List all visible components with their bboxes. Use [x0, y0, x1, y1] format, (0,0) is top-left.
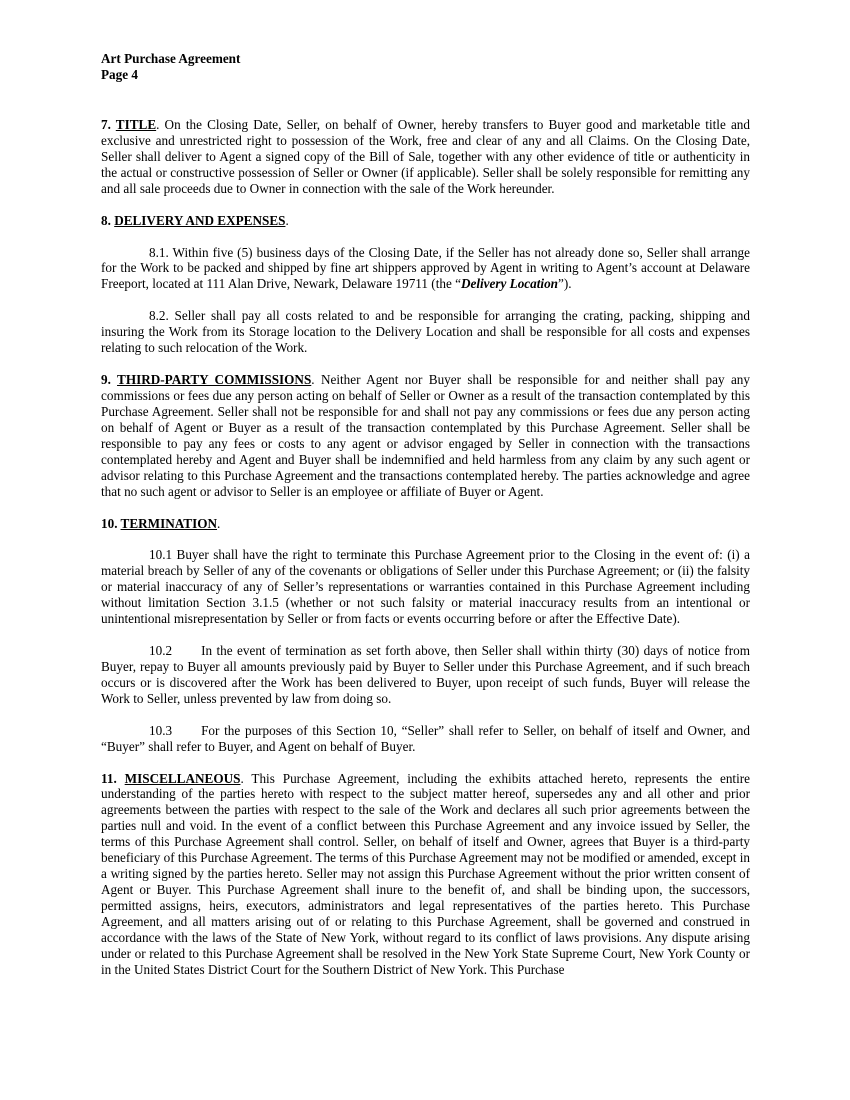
section-10-1-paragraph: 10.1 Buyer shall have the right to terminate this Purchase Agreement prior to the Closing in the event of: (i) a material breach by Seller of any of the covenants or obligations of Seller under this Purchase Agreement; or (ii) the falsity or material inaccuracy of any of Seller’s representations or warranties contained in this Purchase Agreement including without limitation Section 3.1.5 (whether or not such falsity or material inaccuracy results from an intentional or unintentional misrepresentation by Seller or from facts or events occurring before or after the Effective Date). [101, 547, 750, 627]
section-10-heading-line [101, 516, 750, 532]
page-number: Page 4 [101, 67, 138, 82]
section-8-number: 8. [101, 212, 115, 228]
section-11-number: 11. [101, 770, 125, 786]
section-8-heading-line [101, 213, 750, 229]
section-10-number: 10. [101, 515, 121, 531]
section-10-2-text: In the event of termination as set forth above, then Seller shall within thirty (30) days of notice from Buyer, repay to Buyer all amounts previously paid by Buyer to Seller under this Purchase Agreement, and if such breach occurs or is discovered after the Work has been delivered to Buyer, upon receipt of such funds, Buyer will release the Work to Seller, unless prevented by law from doing so. [101, 643, 750, 706]
section-10-3-number: 10.3 [149, 722, 173, 738]
section-10-2-paragraph [101, 643, 750, 707]
section-9-text: . Neither Agent nor Buyer shall be responsible for and neither shall pay any commissions or fees due any person acting on behalf of Seller or Owner as a result of the transaction contemplated by this Purchase Agreement. Seller shall not be responsible for and shall not pay any commissions or fees due any person acting on behalf of Agent or Buyer as a result of the transaction contemplated by this Purchase Agreement. Seller shall be responsible to pay any fees or costs to any agent or advisor engaged by Seller in connection with the transactions contemplated hereby and Agent and Buyer shall be indemnified and held harmless from any claim by any such agent or advisor relating to this Purchase Agreement and the transactions contemplated hereby. The parties acknowledge and agree that no such agent or advisor to Seller is an employee or affiliate of Buyer or Agent. [101, 372, 750, 499]
section-10-heading-period: . [217, 515, 221, 531]
section-7-number: 7. [101, 117, 116, 132]
section-9-number: 9. [101, 372, 118, 387]
section-8-1-end: ”). [558, 276, 572, 292]
delivery-location-term: Delivery Location [460, 276, 558, 292]
section-8-heading: DELIVERY AND EXPENSES [114, 212, 286, 228]
section-7-paragraph [101, 117, 750, 197]
section-10-3-text: For the purposes of this Section 10, “Seller” shall refer to Seller, on behalf of itself and Owner, and “Buyer” shall refer to Buyer, and Agent on behalf of Buyer. [101, 722, 750, 754]
section-11-paragraph [101, 771, 750, 978]
section-7-text: . On the Closing Date, Seller, on behalf of Owner, hereby transfers to Buyer good and marketable title and exclusive and unrestricted right to possession of the Work, free and clear of any and all Claims. On the Closing Date, Seller shall deliver to Agent a signed copy of the Bill of Sale, together with any other evidence of title or authenticity in the actual or constructive possession of Seller or Owner (if applicable). Seller shall be solely responsible for remitting any and all sale proceeds due to Owner in connection with the sale of the Work hereunder. [101, 117, 750, 196]
section-10-3-paragraph [101, 723, 750, 755]
section-9-heading: THIRD-PARTY COMMISSIONS [117, 372, 312, 387]
section-11-text: . This Purchase Agreement, including the exhibits attached hereto, represents the entire understanding of the parties hereto with respect to the subject matter hereof, supersedes any and all other and prior agreements between the parties with respect to the sale of the Work and declares all such prior agreements between the parties null and void. In the event of a conflict between this Purchase Agreement and any invoice issued by Seller, the terms of this Purchase Agreement shall control. Seller, on behalf of itself and Owner, agrees that Buyer is a third-party beneficiary of this Purchase Agreement. The terms of this Purchase Agreement may not be modified or amended, except in a writing signed by the parties hereto. Seller may not assign this Purchase Agreement without the prior written consent of Agent or Buyer. This Purchase Agreement shall inure to the benefit of, and shall be binding upon, the successors, permitted assigns, heirs, executors, administrators and legal representatives of the parties hereto. This Purchase Agreement, and all matters arising out of or relating to this Purchase Agreement, shall be governed and construed in accordance with the laws of the State of New York, without regard to its conflict of laws provisions. Any dispute arising under or related to this Purchase Agreement shall be resolved in the New York State Supreme Court, New York County or in the United States District Court for the Southern District of New York. This Purchase [101, 770, 750, 977]
section-11-heading: MISCELLANEOUS [124, 770, 241, 786]
section-10-heading: TERMINATION [120, 515, 218, 531]
section-8-heading-period: . [285, 212, 289, 228]
document-body [101, 117, 750, 978]
section-7-heading: TITLE [115, 117, 157, 132]
section-10-2-number: 10.2 [149, 643, 173, 659]
page-header [101, 51, 240, 83]
section-9-paragraph [101, 372, 750, 500]
document-title: Art Purchase Agreement [101, 51, 241, 66]
section-8-1-paragraph [101, 245, 750, 293]
section-8-1-text: 8.1. Within five (5) business days of the Closing Date, if the Seller has not already done so, Seller shall arrange for the Work to be packed and shipped by fine art shippers approved by Agent in writing to Agent’s account at Delaware Freeport, located at 111 Alan Drive, Newark, Delaware 19711 (the “ [101, 244, 750, 292]
section-8-2-paragraph: 8.2. Seller shall pay all costs related to and be responsible for arranging the crating, packing, shipping and insuring the Work from its Storage location to the Delivery Location and shall be responsible for all costs and expenses relating to such relocation of the Work. [101, 308, 750, 356]
